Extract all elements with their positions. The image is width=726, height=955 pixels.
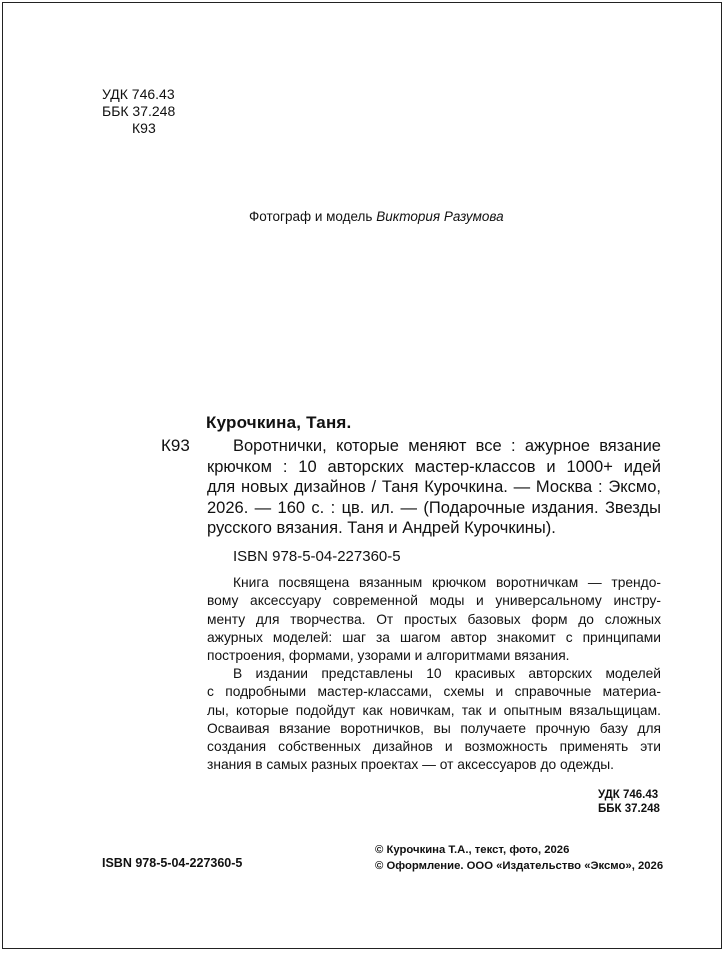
annotation-line: построения, формами, узорами и алгоритмами вязания. <box>207 648 570 664</box>
copyright-line: © Оформление. ООО «Издательство «Эксмо», 2026 <box>375 859 664 872</box>
isbn-entry: ISBN 978-5-04-227360-5 <box>233 548 401 565</box>
photo-credit-name: Виктория Разумова <box>376 209 504 224</box>
annotation-line: вому аксессуару современной моды и универсальному инстру- <box>207 593 661 609</box>
annotation-line: создания собственных дизайнов и возможность применять эти <box>207 739 661 755</box>
description-line: Воротнички, которые меняют все : ажурное вязание <box>233 437 661 455</box>
annotation-line: ажурных моделей: шаг за шагом автор знакомит с принципами <box>207 629 661 645</box>
photo-credit-label: Фотограф и модель <box>249 209 377 224</box>
annotation-line: В издании представлены 10 красивых авторских моделей <box>233 666 661 681</box>
author-heading: Курочкина, Таня. <box>206 413 352 432</box>
annotation-line: лы, которые подойдут как новичкам, так и опытным вязальщицам. <box>207 702 661 718</box>
footer-isbn: ISBN 978-5-04-227360-5 <box>102 856 243 870</box>
annotation-line: Осваивая вязание воротничков, вы получаете прочную базу для <box>207 720 661 736</box>
photo-credit <box>249 209 504 224</box>
annotation-line: менту для творчества. От простых базовых форм до сложных <box>207 611 661 627</box>
annotation-line: знания в самых разных проектах — от аксессуаров до одежды. <box>207 757 614 773</box>
description-line: крючком : 10 авторских мастер-классов и 1000+ идей <box>207 457 661 476</box>
bbk-code: ББК 37.248 <box>102 103 176 119</box>
annotation-line: Книга посвящена вязанным крючком воротничкам — трендо- <box>233 575 661 590</box>
copyright-line: © Курочкина Т.А., текст, фото, 2026 <box>375 844 570 856</box>
description-line: русского вязания. Таня и Андрей Курочкины). <box>207 519 556 537</box>
author-sign: К93 <box>132 120 156 136</box>
side-author-sign: К93 <box>161 436 190 455</box>
bibliographic-description <box>207 436 661 539</box>
annotation-paragraph-1 <box>207 574 661 665</box>
annotation-line: с подробными мастер-классами, схемы и справочные материа- <box>207 684 661 700</box>
footer-classification <box>598 788 660 816</box>
footer-bbk: ББК 37.248 <box>598 803 660 815</box>
description-line: 2026. — 160 с. : цв. ил. — (Подарочные издания. Звезды <box>207 498 661 517</box>
footer-udk: УДК 746.43 <box>598 789 659 801</box>
copyright-block <box>375 843 663 874</box>
udk-code: УДК 746.43 <box>102 86 175 102</box>
annotation-paragraph-2 <box>207 665 661 775</box>
imprint-page <box>2 2 722 949</box>
classification-block <box>102 86 175 137</box>
description-line: для новых дизайнов / Таня Курочкина. — Москва : Эксмо, <box>207 478 661 496</box>
